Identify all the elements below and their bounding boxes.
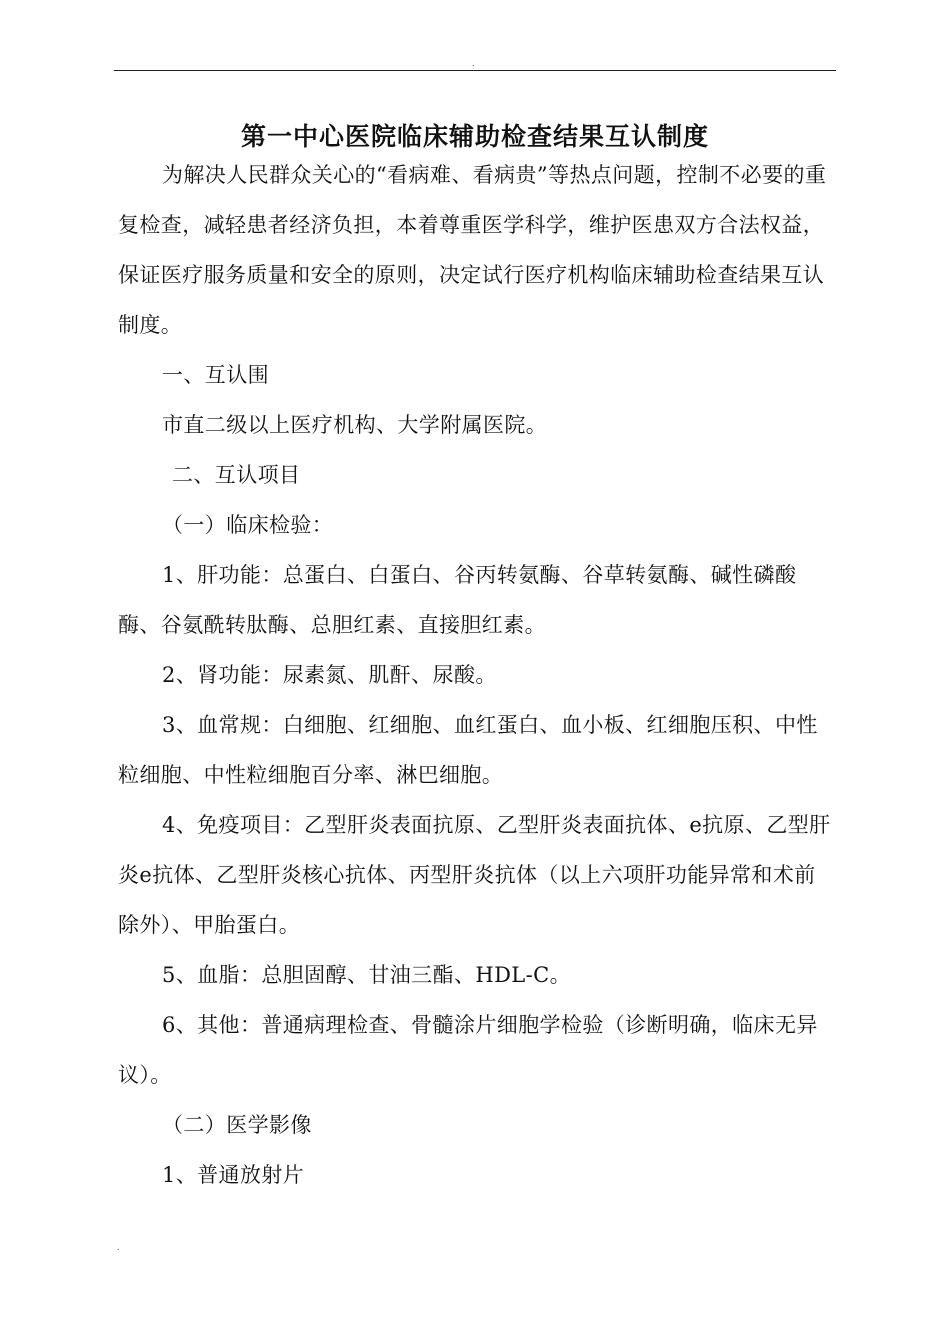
document-body: [118, 150, 836, 1200]
item-blood-routine: 3、血常规：白细胞、红细胞、血红蛋白、血小板、红细胞压积、中性粒细胞、中性粒细胞百分率、淋巴细胞。: [118, 713, 818, 787]
item-other: 6、其他：普通病理检查、骨髓涂片细胞学检验（诊断明确，临床无异议）。: [118, 1013, 818, 1087]
section-heading-items: 二、互认项目: [172, 463, 301, 487]
scope-paragraph: 市直二级以上医疗机构、大学附属医院。: [162, 413, 548, 437]
header-rule: [114, 70, 836, 71]
intro-paragraph: 为解决人民群众关心的“看病难、看病贵”等热点问题，控制不必要的重复检查，减轻患者经济负担，本着尊重医学科学，维护医患双方合法权益，保证医疗服务质量和安全的原则，决定试行医疗机构临床辅助检查结果互认制度。: [118, 163, 827, 337]
subsection-heading-clinical-lab: （一）临床检验：: [162, 513, 334, 537]
footer-mark: .: [117, 1243, 120, 1252]
subsection-heading-imaging: （二）医学影像: [162, 1113, 312, 1137]
document-title: 第一中心医院临床辅助检查结果互认制度: [240, 121, 709, 151]
item-blood-lipids: 5、血脂：总胆固醇、甘油三酯、HDL-C。: [162, 963, 572, 987]
item-immunology: 4、免疫项目：乙型肝炎表面抗原、乙型肝炎表面抗体、e抗原、乙型肝炎e抗体、乙型肝炎核心抗体、丙型肝炎抗体（以上六项肝功能异常和术前除外）、甲胎蛋白。: [118, 813, 831, 937]
item-kidney-function: 2、肾功能：尿素氮、肌酐、尿酸。: [162, 663, 497, 687]
header-mark: .: [472, 59, 475, 68]
item-plain-radiography: 1、普通放射片: [162, 1163, 305, 1187]
item-liver-function: 1、肝功能：总蛋白、白蛋白、谷丙转氨酶、谷草转氨酶、碱性磷酸酶、谷氨酰转肽酶、总胆红素、直接胆红素。: [118, 563, 797, 637]
section-heading-scope: 一、互认围: [162, 363, 269, 387]
